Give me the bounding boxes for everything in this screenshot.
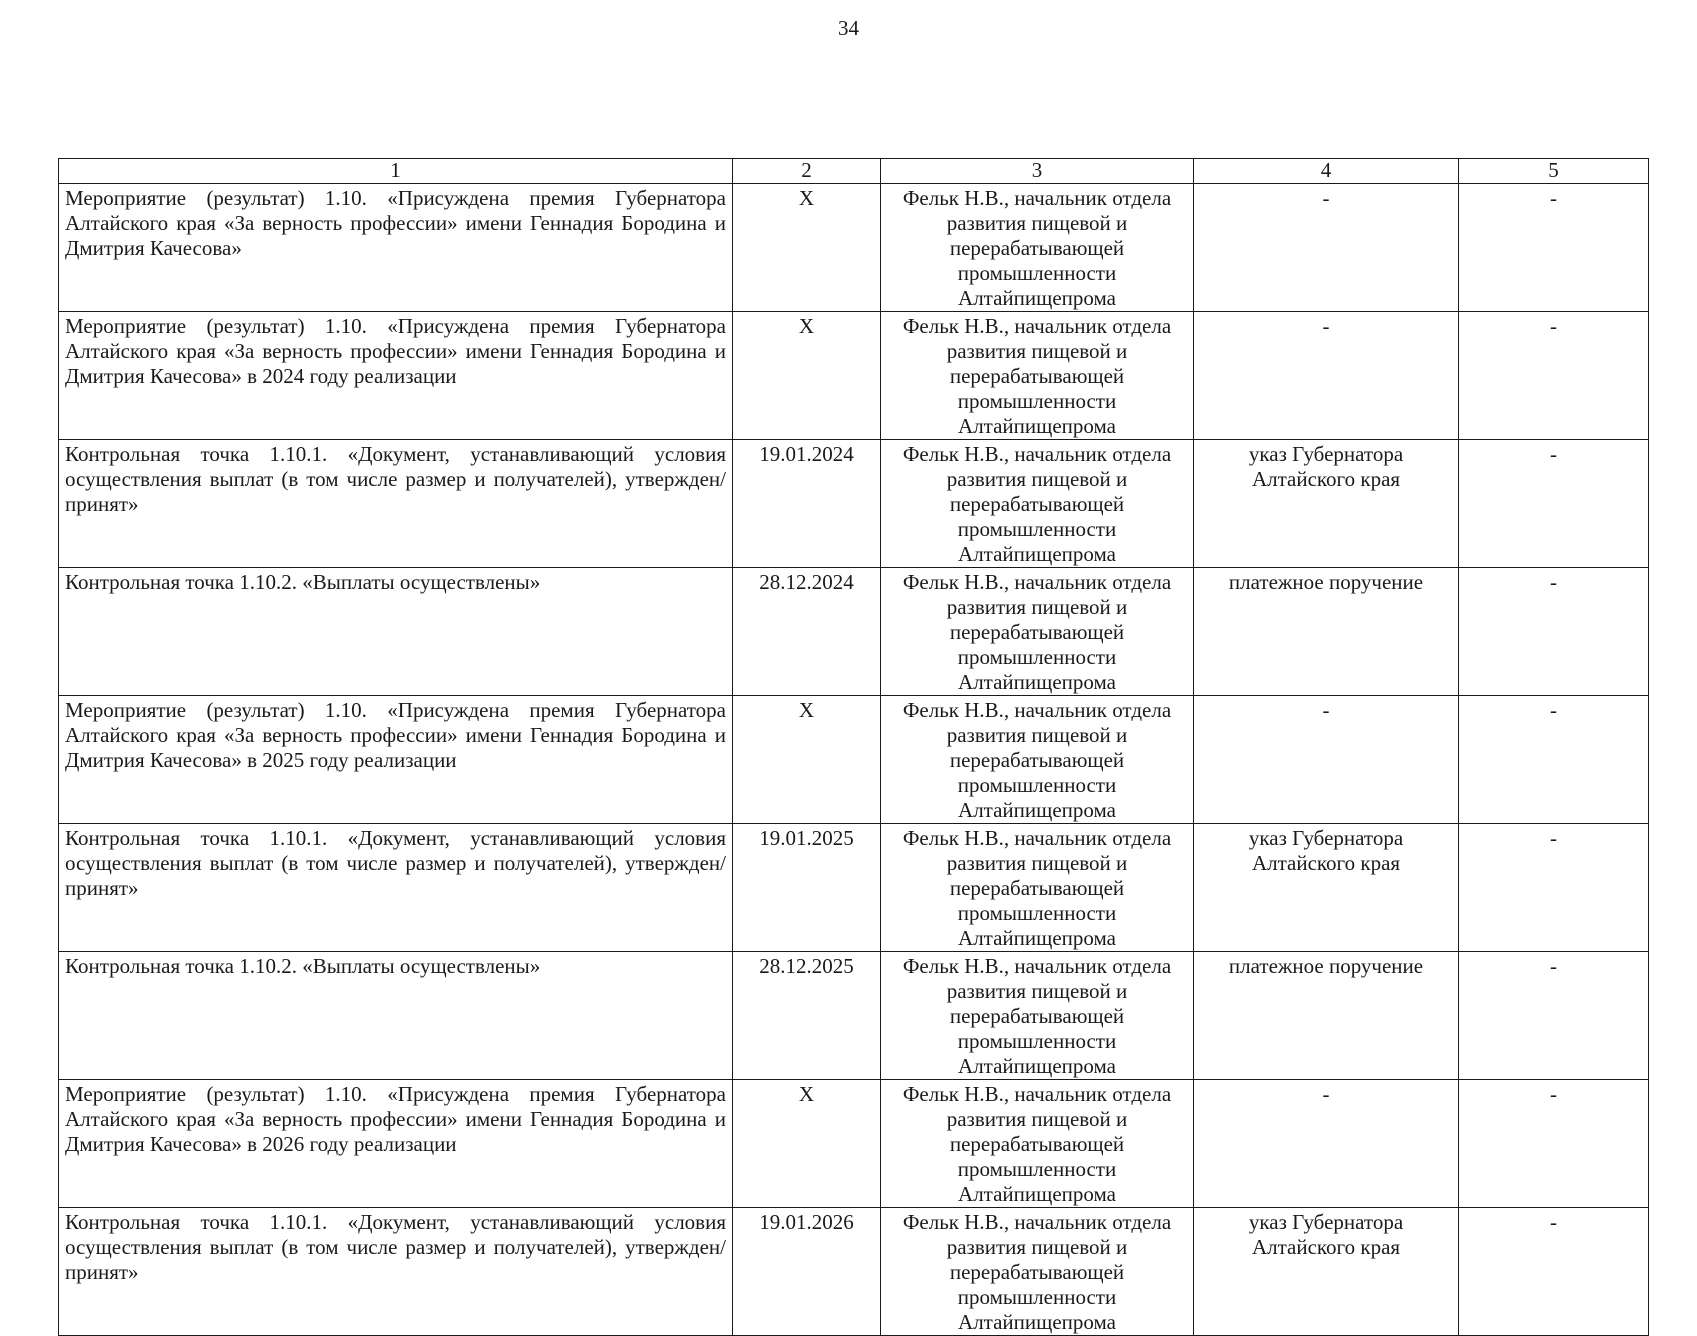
column5-cell: -: [1459, 312, 1649, 440]
document-cell: -: [1194, 1080, 1459, 1208]
responsible-cell: Фельк Н.В., начальник отдела развития пищевой и перерабатывающей промышленности Алтайпищепрома: [881, 824, 1194, 952]
table-row: [59, 568, 1649, 696]
document-cell: -: [1194, 184, 1459, 312]
date-cell: 19.01.2024: [733, 440, 881, 568]
responsible-cell: Фельк Н.В., начальник отдела развития пищевой и перерабатывающей промышленности Алтайпищепрома: [881, 184, 1194, 312]
column5-cell: -: [1459, 568, 1649, 696]
event-name-cell: Контрольная точка 1.10.2. «Выплаты осуществлены»: [59, 568, 733, 696]
column-header: 4: [1194, 159, 1459, 184]
document-cell: платежное поручение: [1194, 568, 1459, 696]
event-name-cell: Контрольная точка 1.10.1. «Документ, устанавливающий условия осуществления выплат (в том числе размер и получателей), утвержден/принят»: [59, 1208, 733, 1336]
date-cell: X: [733, 312, 881, 440]
table-row: [59, 312, 1649, 440]
document-cell: -: [1194, 696, 1459, 824]
document-cell: указ Губернатора Алтайского края: [1194, 1208, 1459, 1336]
date-cell: X: [733, 1080, 881, 1208]
column-header: 2: [733, 159, 881, 184]
document-cell: -: [1194, 312, 1459, 440]
date-cell: X: [733, 696, 881, 824]
column5-cell: -: [1459, 1208, 1649, 1336]
table-row: [59, 696, 1649, 824]
date-cell: 19.01.2025: [733, 824, 881, 952]
responsible-cell: Фельк Н.В., начальник отдела развития пищевой и перерабатывающей промышленности Алтайпищепрома: [881, 696, 1194, 824]
responsible-cell: Фельк Н.В., начальник отдела развития пищевой и перерабатывающей промышленности Алтайпищепрома: [881, 952, 1194, 1080]
column-header: 5: [1459, 159, 1649, 184]
event-name-cell: Мероприятие (результат) 1.10. «Присуждена премия Губернатора Алтайского края «За верность профессии» имени Геннадия Бородина и Дмитрия Качесова»: [59, 184, 733, 312]
date-cell: 28.12.2025: [733, 952, 881, 1080]
column-header: 1: [59, 159, 733, 184]
event-name-cell: Контрольная точка 1.10.1. «Документ, устанавливающий условия осуществления выплат (в том числе размер и получателей), утвержден/принят»: [59, 440, 733, 568]
column5-cell: -: [1459, 696, 1649, 824]
document-cell: указ Губернатора Алтайского края: [1194, 824, 1459, 952]
document-cell: указ Губернатора Алтайского края: [1194, 440, 1459, 568]
table-row: [59, 952, 1649, 1080]
responsible-cell: Фельк Н.В., начальник отдела развития пищевой и перерабатывающей промышленности Алтайпищепрома: [881, 1208, 1194, 1336]
event-name-cell: Контрольная точка 1.10.1. «Документ, устанавливающий условия осуществления выплат (в том числе размер и получателей), утвержден/принят»: [59, 824, 733, 952]
column5-cell: -: [1459, 952, 1649, 1080]
table-row: [59, 1080, 1649, 1208]
column5-cell: -: [1459, 824, 1649, 952]
document-cell: платежное поручение: [1194, 952, 1459, 1080]
table-header-row: [59, 159, 1649, 184]
table-row: [59, 1208, 1649, 1336]
column5-cell: -: [1459, 184, 1649, 312]
event-name-cell: Мероприятие (результат) 1.10. «Присуждена премия Губернатора Алтайского края «За верность профессии» имени Геннадия Бородина и Дмитрия Качесова» в 2025 году реализации: [59, 696, 733, 824]
column5-cell: -: [1459, 440, 1649, 568]
table-row: [59, 184, 1649, 312]
page-number: 34: [838, 16, 859, 40]
column-header: 3: [881, 159, 1194, 184]
event-name-cell: Мероприятие (результат) 1.10. «Присуждена премия Губернатора Алтайского края «За верность профессии» имени Геннадия Бородина и Дмитрия Качесова» в 2024 году реализации: [59, 312, 733, 440]
column5-cell: -: [1459, 1080, 1649, 1208]
date-cell: 28.12.2024: [733, 568, 881, 696]
responsible-cell: Фельк Н.В., начальник отдела развития пищевой и перерабатывающей промышленности Алтайпищепрома: [881, 312, 1194, 440]
date-cell: 19.01.2026: [733, 1208, 881, 1336]
date-cell: X: [733, 184, 881, 312]
event-name-cell: Мероприятие (результат) 1.10. «Присуждена премия Губернатора Алтайского края «За верность профессии» имени Геннадия Бородина и Дмитрия Качесова» в 2026 году реализации: [59, 1080, 733, 1208]
table-row: [59, 440, 1649, 568]
responsible-cell: Фельк Н.В., начальник отдела развития пищевой и перерабатывающей промышленности Алтайпищепрома: [881, 440, 1194, 568]
table-row: [59, 824, 1649, 952]
event-name-cell: Контрольная точка 1.10.2. «Выплаты осуществлены»: [59, 952, 733, 1080]
plan-table: [58, 158, 1649, 1336]
responsible-cell: Фельк Н.В., начальник отдела развития пищевой и перерабатывающей промышленности Алтайпищепрома: [881, 568, 1194, 696]
responsible-cell: Фельк Н.В., начальник отдела развития пищевой и перерабатывающей промышленности Алтайпищепрома: [881, 1080, 1194, 1208]
